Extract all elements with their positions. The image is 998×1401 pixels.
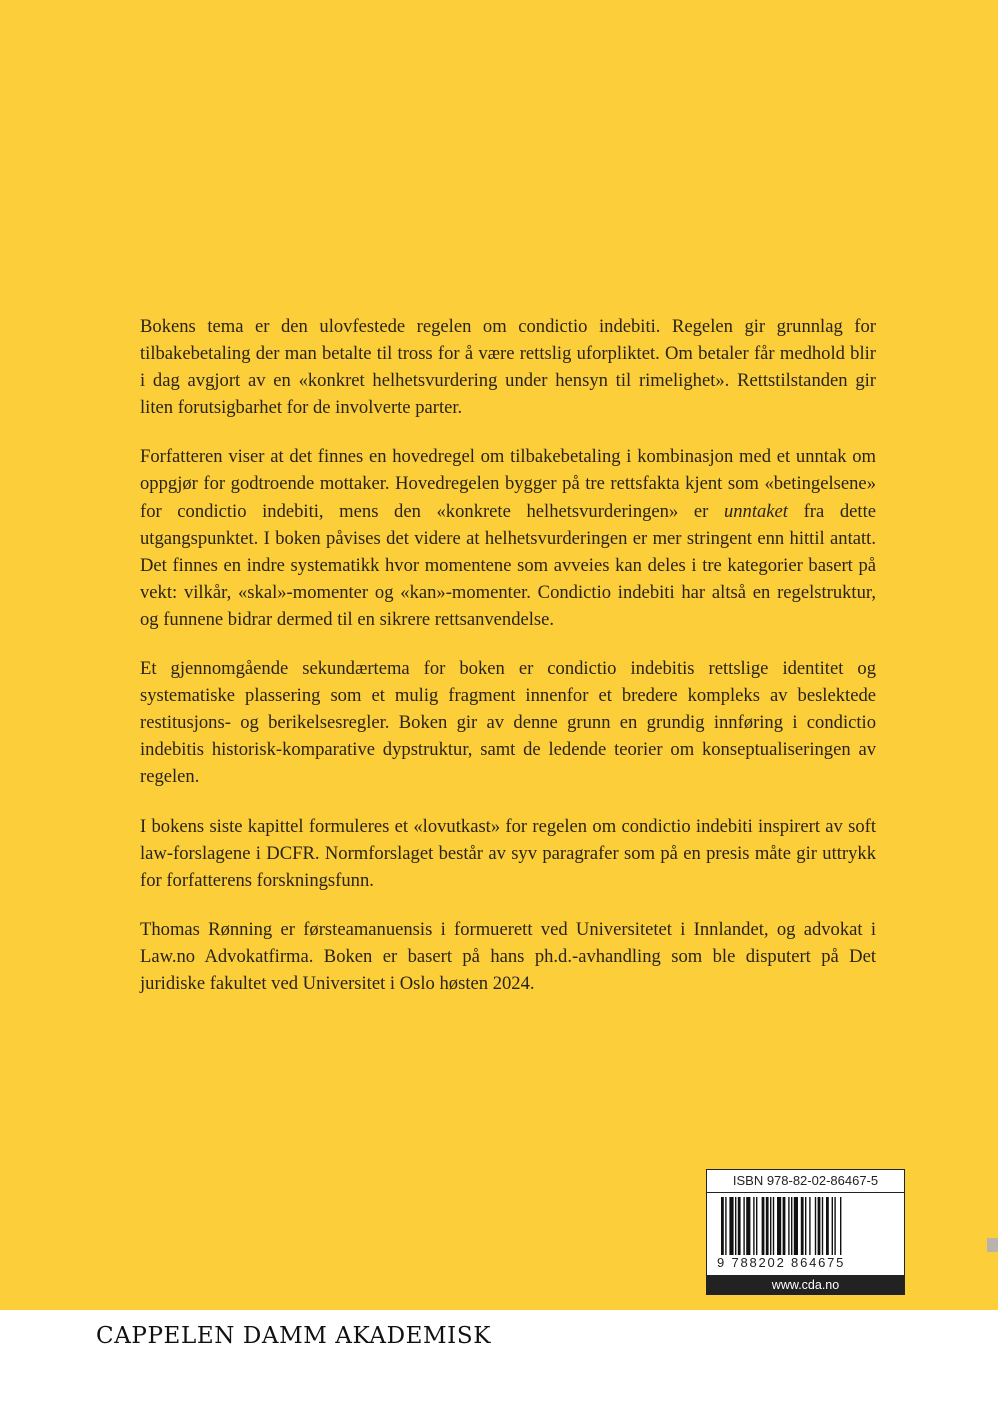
blurb-paragraph-2-part-2: fra dette utgangspunktet. I boken påvises det videre at helhetsvurderingen er mer stringent enn hittil antatt. Det finnes en indre systematikk hvor momentene som avveies kan deles i tre kategorier basert på vekt: vilkår, «skal»-momenter og «kan»-momenter. Condictio indebiti har altså en regelstruktur, og funnene bidrar dermed til en sikrere rettsanvendelse. <box>140 500 876 630</box>
isbn-label: ISBN 978-82-02-86467-5 <box>732 1173 879 1188</box>
publisher-url: www.cda.no <box>707 1275 904 1295</box>
edge-mark <box>987 1238 998 1252</box>
blurb-paragraph-1: Bokens tema er den ulovfestede regelen om condictio indebiti. Regelen gir grunnlag for tilbakebetaling der man betalte til tross for å være rettslig uforpliktet. Om betaler får medhold blir i dag avgjort av en «konkret helhetsvurdering under hensyn til rimelighet». Rettstilstanden gir liten forutsigbarhet for de involverte parter. <box>140 316 876 419</box>
isbn-barcode-box <box>706 1169 905 1295</box>
blurb-paragraph-3: Et gjennomgående sekundærtema for boken er condictio indebitis rettslige identitet og systematiske plassering som et mulig fragment innenfor et bredere kompleks av beslektede restitusjons- og berikelsesregler. Boken gir av denne grunn en grundig innføring i condictio indebitis historisk-komparative dypstruktur, samt de ledende teorier om konseptualiseringen av regelen. <box>140 658 876 788</box>
author-bio: Thomas Rønning er førsteamanuensis i formuerett ved Universitetet i Innlandet, og advokat i Law.no Advokatfirma. Boken er basert på hans ph.d.-avhandling som ble disputert på Det juridiske fakultet ved Universitet i Oslo høsten 2024. <box>140 918 876 994</box>
barcode-bars <box>721 1197 893 1255</box>
barcode <box>707 1192 904 1276</box>
blurb-paragraph-4: I bokens siste kapittel formuleres et «lovutkast» for regelen om condictio indebiti inspirert av soft law-forslagene i DCFR. Normforslaget består av syv paragrafer som på en presis måte gir uttrykk for forfatterens forskningsfunn. <box>140 815 876 891</box>
publisher-logo: CAPPELEN DAMM AKADEMISK <box>96 1323 491 1349</box>
blurb-text <box>140 313 876 1019</box>
barcode-digits: 9 788202 864675 <box>717 1255 846 1270</box>
emphasis-unntaket: unntaket <box>723 500 788 522</box>
blurb-paragraph-2-part-1: Forfatteren viser at det finnes en hovedregel om tilbakebetaling i kombinasjon med et unntak om oppgjør for godtroende mottaker. Hovedregelen bygger på tre rettsfakta kjent som «betingelsene» for condictio indebiti, mens den «konkrete helhetsvurderingen» er <box>140 446 876 522</box>
blurb-paragraph-2 <box>140 443 876 633</box>
